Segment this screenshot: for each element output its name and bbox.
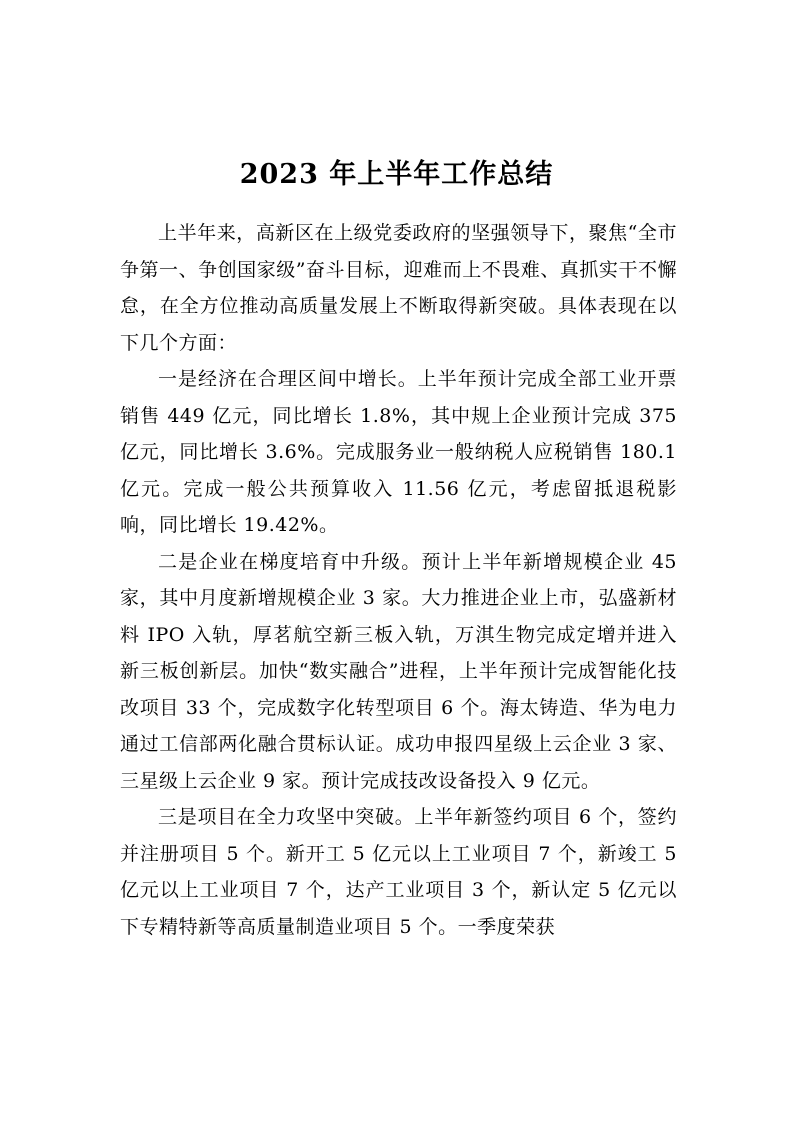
document-title: 2023 年上半年工作总结 [239, 159, 554, 191]
paragraph-intro: 上半年来，高新区在上级党委政府的坚强领导下，聚焦“全市争第一、争创国家级”奋斗目标，迎难而上不畏难、真抓实干不懈怠，在全方位推动高质量发展上不断取得新突破。具体表现在以下几个方面： [120, 222, 677, 354]
paragraph-projects: 三是项目在全力攻坚中突破。上半年新签约项目 6 个，签约并注册项目 5 个。新开工 5 亿元以上工业项目 7 个，新竣工 5 亿元以上工业项目 7 个，达产工业项目 3 个，新认定 5 亿元以下专精特新等高质量制造业项目 5 个。一季度荣获 [120, 806, 677, 938]
paragraph-enterprise: 二是企业在梯度培育中升级。预计上半年新增规模企业 45 家，其中月度新增规模企业 3 家。大力推进企业上市，弘盛新材料 IPO 入轨，厚茗航空新三板入轨，万淇生物完成定增并进入新三板创新层。加快“数实融合”进程，上半年预计完成智能化技改项目 33 个，完成数字化转型项目 6 个。海太铸造、华为电力通过工信部两化融合贯标认证。成功申报四星级上云企业 3 家、三星级上云企业 9 家。预计完成技改设备投入 9 亿元。 [120, 550, 677, 792]
document-body [120, 215, 677, 945]
paragraph-economy: 一是经济在合理区间中增长。上半年预计完成全部工业开票销售 449 亿元，同比增长 1.8%，其中规上企业预计完成 375 亿元，同比增长 3.6%。完成服务业一般纳税人应税销售 180.1 亿元。完成一般公共预算收入 11.56 亿元，考虑留抵退税影响，同比增长 19.42%。 [120, 368, 677, 536]
